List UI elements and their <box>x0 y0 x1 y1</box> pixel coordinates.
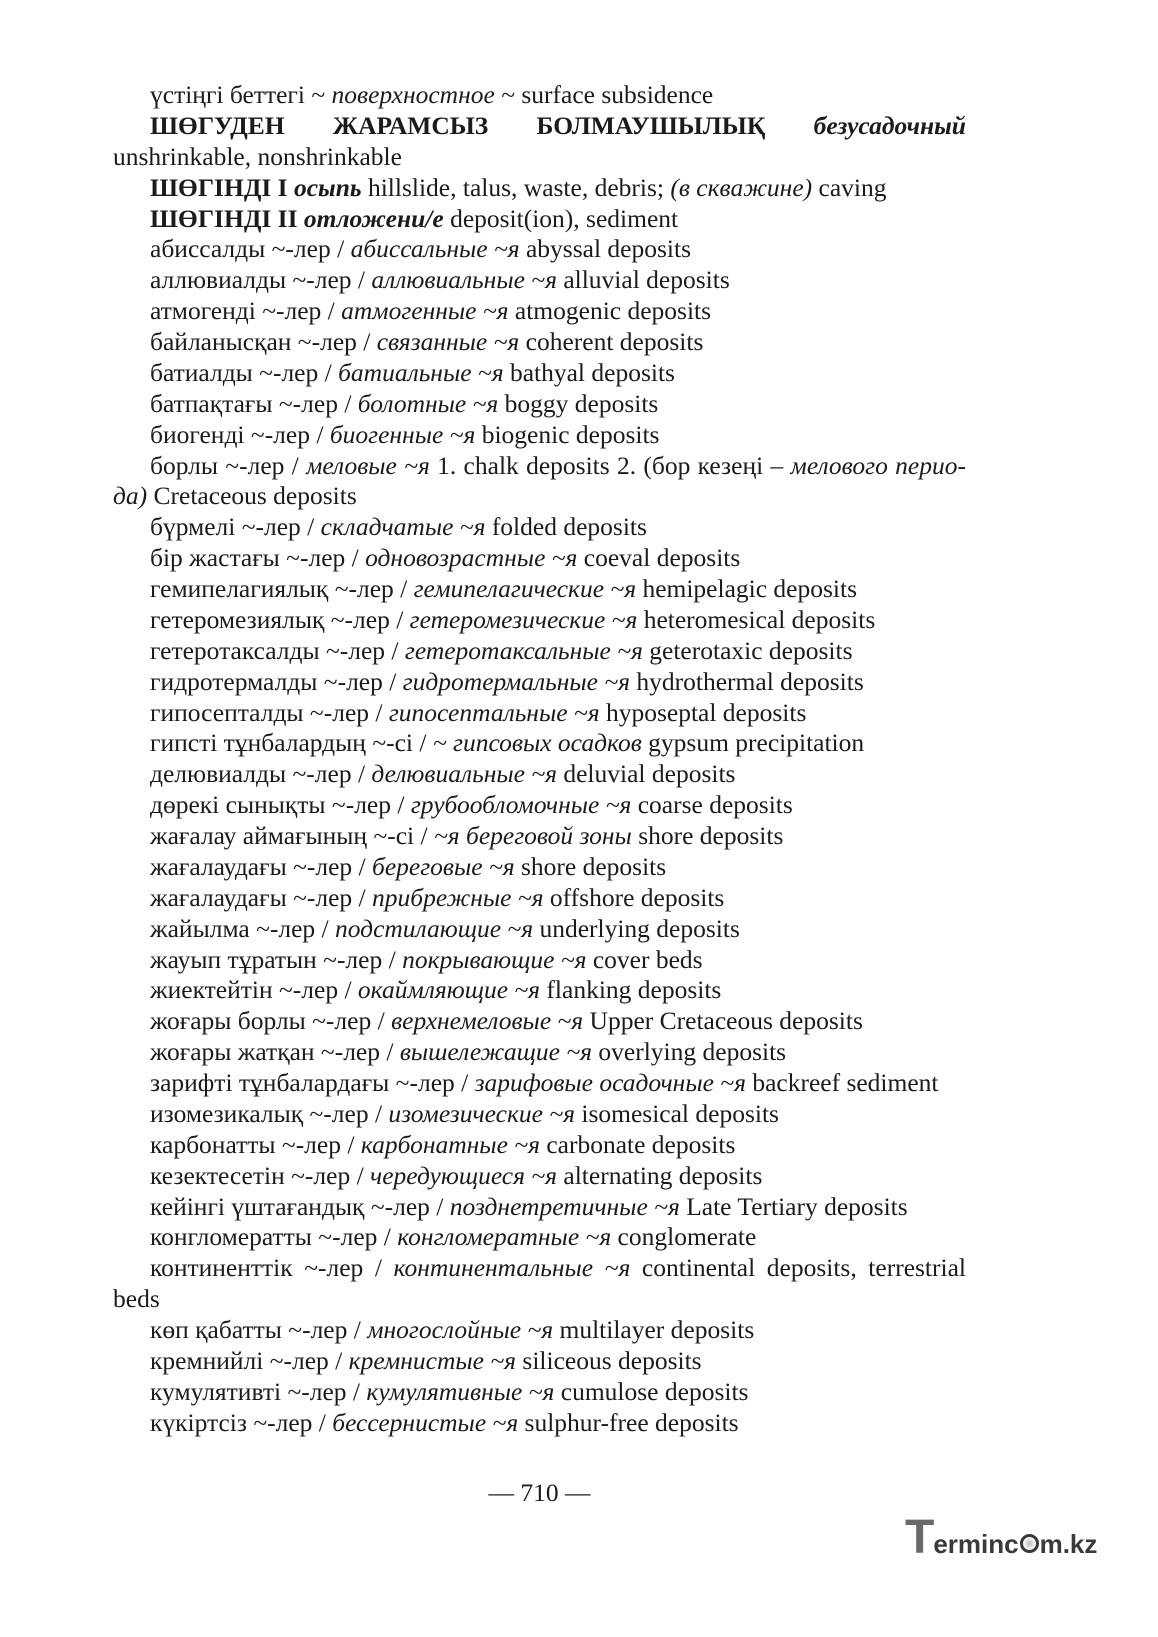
entry-text: isomesical deposits <box>575 1098 779 1128</box>
dictionary-entry <box>113 389 966 420</box>
dictionary-entry <box>113 327 966 358</box>
entry-line <box>113 80 966 111</box>
entry-line <box>113 1068 966 1099</box>
line-text <box>150 574 857 603</box>
entry-text: continental deposits, terrestrial <box>630 1253 966 1283</box>
entry-text: conglomerate <box>611 1222 757 1252</box>
entry-line <box>113 790 966 821</box>
line-text <box>150 790 793 819</box>
russian-translation: биогенные ~я <box>329 419 476 449</box>
entry-continuation-line <box>113 142 966 173</box>
entry-text: abyssal deposits <box>519 234 692 264</box>
russian-translation: делювиальные ~я <box>371 759 557 789</box>
entry-text: Cretaceous deposits <box>147 481 357 511</box>
entry-line <box>113 975 966 1006</box>
entry-text: hemipelagic deposits <box>636 574 858 603</box>
logo-ring-icon <box>1020 1534 1039 1553</box>
entry-text: гипсті тұнбалардың ~-сі / <box>150 728 433 758</box>
line-text <box>150 327 703 356</box>
entry-text: flanking deposits <box>540 975 722 1005</box>
entry-text: континенттік ~-лер / <box>150 1253 394 1283</box>
entry-line <box>113 698 966 729</box>
entry-text: hydrothermal deposits <box>630 666 864 696</box>
entry-text: батпақтағы ~-лер / <box>150 388 358 418</box>
entry-text: кремнийлі ~-лер / <box>150 1345 349 1375</box>
line-text <box>150 728 864 757</box>
line-text <box>150 512 647 541</box>
line-text <box>150 975 721 1004</box>
dictionary-entry <box>113 204 966 235</box>
line-text <box>150 1253 966 1282</box>
entry-line <box>113 821 966 852</box>
dictionary-entry <box>113 296 966 327</box>
dictionary-entry <box>113 1130 966 1161</box>
entry-line <box>113 327 966 358</box>
entry-text: кезектесетін ~-лер / <box>150 1160 371 1190</box>
entry-text: абиссалды ~-лер / <box>150 234 351 264</box>
entry-line <box>113 234 966 265</box>
russian-term: отложени/е <box>303 203 444 233</box>
dictionary-entry <box>113 667 966 698</box>
dictionary-entry <box>113 512 966 543</box>
entry-line <box>113 636 966 667</box>
entry-text: бүрмелі ~-лер / <box>150 512 321 542</box>
entry-text: гетеротаксалды ~-лер / <box>150 635 405 665</box>
dictionary-entry <box>113 574 966 605</box>
dictionary-entry <box>113 111 966 173</box>
entry-line <box>113 358 966 389</box>
dictionary-entry <box>113 759 966 790</box>
dictionary-entry <box>113 1346 966 1377</box>
dictionary-entry <box>113 728 966 759</box>
headword: ШӨГІНДІ II <box>150 203 298 233</box>
dictionary-entry <box>113 451 966 513</box>
entry-text: жайылма ~-лер / <box>150 913 336 943</box>
dictionary-entry <box>113 358 966 389</box>
entry-text: жиектейтін ~-лер / <box>150 975 358 1005</box>
dictionary-entry <box>113 1099 966 1130</box>
line-text <box>150 1006 863 1035</box>
russian-translation: окаймляющие ~я <box>357 975 541 1005</box>
dictionary-entry <box>113 975 966 1006</box>
entry-line <box>113 728 966 759</box>
russian-translation: карбонатные ~я <box>360 1129 540 1159</box>
entry-text: offshore deposits <box>543 882 725 912</box>
russian-translation: связанные ~я <box>376 327 520 356</box>
russian-translation: гетеротаксальные ~я <box>404 635 643 665</box>
russian-translation: бессернистые ~я <box>332 1407 519 1437</box>
russian-translation: изомезические ~я <box>388 1098 575 1128</box>
entry-text: изомезикалық ~-лер / <box>150 1098 389 1128</box>
line-text <box>150 667 864 696</box>
russian-translation: мелового перио- <box>790 450 966 480</box>
entry-text: гемипелагиялық ~-лер / <box>150 574 414 603</box>
entry-continuation-line <box>113 1284 966 1315</box>
entry-text: кейінгі үштағандық ~-лер / <box>150 1191 450 1221</box>
entry-text: күкіртсіз ~-лер / <box>150 1407 333 1437</box>
entry-text: siliceous deposits <box>516 1345 702 1375</box>
entry-line <box>113 296 966 327</box>
entry-text: heteromesical deposits <box>637 604 876 634</box>
dictionary-entry <box>113 1377 966 1408</box>
entry-text: carbonate deposits <box>539 1129 736 1159</box>
entry-line <box>113 389 966 420</box>
russian-translation: конгломератные ~я <box>397 1222 612 1252</box>
entry-text: overlying deposits <box>592 1037 787 1067</box>
line-text <box>150 759 735 788</box>
line-text <box>150 852 666 881</box>
entry-text: hillslide, talus, waste, debris; <box>361 172 671 202</box>
dictionary-entry <box>113 636 966 667</box>
line-text <box>150 1130 735 1159</box>
dictionary-entry <box>113 945 966 976</box>
dictionary-entry <box>113 173 966 204</box>
entry-text: gypsum precipitation <box>641 728 865 758</box>
entry-text: жағалаудағы ~-лер / <box>150 882 373 912</box>
russian-translation: болотные ~я <box>357 388 499 418</box>
dictionary-entry <box>113 80 966 111</box>
line-text <box>150 204 678 233</box>
dictionary-entry <box>113 698 966 729</box>
russian-translation: гемипелагические ~я <box>413 574 637 603</box>
entry-text: көп қабатты ~-лер / <box>150 1315 368 1344</box>
entry-text: sulphur-free deposits <box>518 1407 739 1437</box>
entry-text: coarse deposits <box>631 790 793 820</box>
entry-text: делювиалды ~-лер / <box>150 759 372 789</box>
dictionary-entry <box>113 1037 966 1068</box>
line-text <box>113 142 402 171</box>
dictionary-entry <box>113 1161 966 1192</box>
entry-text: бір жастағы ~-лер / <box>150 543 366 573</box>
entry-text: backreef sediment <box>745 1068 939 1097</box>
entry-text: ~ surface subsidence <box>494 80 714 109</box>
entry-text: аллювиалды ~-лер / <box>150 265 372 295</box>
entry-line <box>113 667 966 698</box>
line-text <box>150 1161 762 1190</box>
russian-translation: кумулятивные ~я <box>366 1376 555 1406</box>
line-text <box>150 945 703 974</box>
russian-translation: позднетретичные ~я <box>449 1191 680 1221</box>
line-text <box>113 481 357 510</box>
line-text <box>113 1284 160 1313</box>
entry-text: жағалау аймағының ~-сі / <box>150 821 434 850</box>
entry-text: coeval deposits <box>577 543 741 573</box>
entry-text: дөрекі сынықты ~-лер / <box>150 790 411 820</box>
entry-text: coherent deposits <box>519 327 704 356</box>
entry-continuation-line <box>113 481 966 512</box>
dictionary-entry <box>113 883 966 914</box>
entry-text: geterotaxic deposits <box>642 635 853 665</box>
line-text <box>150 420 659 449</box>
entry-text: жағалаудағы ~-лер / <box>150 851 373 881</box>
russian-translation: подстилающие ~я <box>335 913 534 943</box>
dictionary-body <box>113 80 966 1439</box>
russian-translation: складчатые ~я <box>320 512 486 542</box>
entry-text: гипосепталды ~-лер / <box>150 697 389 727</box>
line-text <box>150 1315 754 1344</box>
russian-translation: батиальные ~я <box>338 357 504 387</box>
russian-translation: кремнистые ~я <box>348 1345 517 1375</box>
russian-translation: гипосептальные ~я <box>388 697 600 727</box>
entry-text: caving <box>812 172 887 202</box>
entry-text: underlying deposits <box>533 913 740 943</box>
russian-translation: гидротермальные ~я <box>402 666 631 696</box>
dictionary-entry <box>113 420 966 451</box>
page-number: — 710 — <box>488 1478 591 1507</box>
dictionary-entry <box>113 790 966 821</box>
entry-text: борлы ~-лер / <box>150 450 307 480</box>
entry-text: shore deposits <box>631 821 784 850</box>
entry-text: атмогенді ~-лер / <box>150 296 342 326</box>
line-text <box>150 1192 908 1221</box>
entry-line <box>113 204 966 235</box>
entry-text: hyposeptal deposits <box>599 697 807 727</box>
entry-line <box>113 111 966 142</box>
dictionary-entry <box>113 1222 966 1253</box>
entry-text: multilayer deposits <box>553 1315 755 1344</box>
entry-text: shore deposits <box>514 851 667 881</box>
dictionary-entry <box>113 265 966 296</box>
dictionary-entry <box>113 914 966 945</box>
entry-line <box>113 1099 966 1130</box>
russian-translation: покрывающие ~я <box>402 944 587 974</box>
entry-line <box>113 1006 966 1037</box>
entry-line <box>113 1037 966 1068</box>
entry-text <box>765 111 813 140</box>
russian-translation: верхнемеловые ~я <box>391 1006 584 1036</box>
entry-text: үстіңгі беттегі ~ <box>150 80 332 109</box>
entry-text: биогенді ~-лер / <box>150 419 330 449</box>
dictionary-entry <box>113 234 966 265</box>
line-text <box>150 543 740 572</box>
entry-text: жауып тұратын ~-лер / <box>150 944 403 974</box>
russian-term: безусадочный <box>813 110 966 140</box>
entry-line <box>113 451 966 482</box>
line-text <box>150 234 691 263</box>
entry-text: unshrinkable, nonshrinkable <box>113 141 402 171</box>
entry-text: folded deposits <box>485 512 647 542</box>
line-text <box>150 914 740 943</box>
entry-line <box>113 1346 966 1377</box>
entry-line <box>113 1130 966 1161</box>
russian-translation: береговые ~я <box>372 851 515 881</box>
entry-text: beds <box>113 1284 160 1314</box>
dictionary-entry <box>113 821 966 852</box>
dictionary-entry <box>113 1315 966 1346</box>
russian-translation: одновозрастные ~я <box>365 543 578 573</box>
dictionary-entry <box>113 543 966 574</box>
entry-line <box>113 1315 966 1346</box>
headword: ШӨГУДЕН ЖАРАМСЫЗ БОЛМАУШЫЛЫҚ <box>150 110 766 140</box>
entry-text: батиалды ~-лер / <box>150 357 339 387</box>
entry-text: bathyal deposits <box>503 357 675 387</box>
entry-text: Late Tertiary deposits <box>679 1191 908 1221</box>
termincom-logo <box>905 1512 1097 1564</box>
entry-text: biogenic deposits <box>475 419 660 449</box>
russian-translation: континентальные ~я <box>393 1253 631 1283</box>
russian-translation: многослойные ~я <box>367 1315 554 1344</box>
line-text <box>150 698 806 727</box>
russian-translation: гетеромезические ~я <box>409 604 638 634</box>
dictionary-entry <box>113 1408 966 1439</box>
russian-translation: аллювиальные ~я <box>371 265 557 295</box>
entry-line <box>113 1161 966 1192</box>
entry-line <box>113 420 966 451</box>
russian-translation: ~я береговой зоны <box>433 821 632 850</box>
entry-line <box>113 1377 966 1408</box>
russian-translation: абиссальные ~я <box>350 234 520 264</box>
entry-text: alluvial deposits <box>556 265 730 295</box>
entry-text: гидротермалды ~-лер / <box>150 666 403 696</box>
dictionary-entry <box>113 1068 966 1099</box>
entry-line <box>113 945 966 976</box>
russian-translation: зарифовые осадочные ~я <box>474 1068 746 1097</box>
russian-translation: грубообломочные ~я <box>410 790 632 820</box>
entry-text: гетеромезиялық ~-лер / <box>150 604 410 634</box>
russian-translation: прибрежные ~я <box>372 882 544 912</box>
line-text <box>150 111 966 140</box>
entry-line <box>113 265 966 296</box>
russian-term: осыпь <box>293 172 362 202</box>
line-text <box>150 1099 779 1128</box>
line-text <box>150 1037 786 1066</box>
entry-text: alternating deposits <box>557 1160 763 1190</box>
entry-line <box>113 1253 966 1284</box>
line-text <box>150 883 724 912</box>
line-text <box>150 173 887 202</box>
line-text <box>150 821 783 850</box>
entry-text: 1. chalk deposits 2. (бор кезеңі – <box>429 450 791 480</box>
line-text <box>150 389 658 418</box>
entry-text: boggy deposits <box>498 388 659 418</box>
dictionary-entry <box>113 852 966 883</box>
entry-text: atmogenic deposits <box>508 296 712 326</box>
entry-text: Upper Cretaceous deposits <box>583 1006 863 1036</box>
entry-text: кумулятивті ~-лер / <box>150 1376 367 1406</box>
line-text <box>150 80 713 109</box>
entry-text: deluvial deposits <box>556 759 736 789</box>
line-text <box>150 265 730 294</box>
headword: ШӨГІНДІ I <box>150 172 288 202</box>
dictionary-entry <box>113 605 966 636</box>
russian-translation: ~ гипсовых осадков <box>432 728 642 758</box>
line-text <box>150 451 966 480</box>
entry-text: байланысқан ~-лер / <box>150 327 377 356</box>
entry-line <box>113 1222 966 1253</box>
russian-translation: (в скважине) <box>670 172 813 202</box>
entry-text: deposit(ion), sediment <box>443 203 679 233</box>
line-text <box>150 1068 939 1097</box>
line-text <box>150 605 875 634</box>
entry-line <box>113 883 966 914</box>
russian-translation: меловые ~я <box>306 450 430 480</box>
russian-translation: да) <box>113 481 148 511</box>
line-text <box>150 636 853 665</box>
entry-text: зарифті тұнбалардағы ~-лер / <box>150 1068 475 1097</box>
entry-text: жоғары борлы ~-лер / <box>150 1006 392 1036</box>
logo-text-start: erminc <box>933 1529 1019 1559</box>
line-text <box>150 1346 702 1375</box>
dictionary-entry <box>113 1192 966 1223</box>
line-text <box>150 296 711 325</box>
line-text <box>150 1222 756 1251</box>
entry-line <box>113 543 966 574</box>
entry-text: конгломератты ~-лер / <box>150 1222 398 1252</box>
entry-line <box>113 512 966 543</box>
line-text <box>150 358 675 387</box>
russian-translation: чередующиеся ~я <box>370 1160 558 1190</box>
logo-text-end: m.kz <box>1039 1529 1098 1559</box>
line-text <box>150 1377 748 1406</box>
entry-text: cumulose deposits <box>554 1376 749 1406</box>
russian-translation: атмогенные ~я <box>341 296 509 326</box>
dictionary-entry <box>113 1006 966 1037</box>
entry-line <box>113 173 966 204</box>
entry-text: жоғары жатқан ~-лер / <box>150 1037 400 1067</box>
line-text <box>150 1408 739 1437</box>
entry-line <box>113 914 966 945</box>
entry-line <box>113 759 966 790</box>
dictionary-entry <box>113 1253 966 1315</box>
entry-line <box>113 605 966 636</box>
entry-line <box>113 1408 966 1439</box>
entry-line <box>113 1192 966 1223</box>
logo-initial: T <box>905 1511 934 1564</box>
russian-translation: вышележащие ~я <box>399 1037 593 1067</box>
russian-translation: поверхностное <box>331 80 495 109</box>
entry-text: cover beds <box>586 944 703 974</box>
entry-text: карбонатты ~-лер / <box>150 1129 361 1159</box>
entry-line <box>113 574 966 605</box>
entry-line <box>113 852 966 883</box>
